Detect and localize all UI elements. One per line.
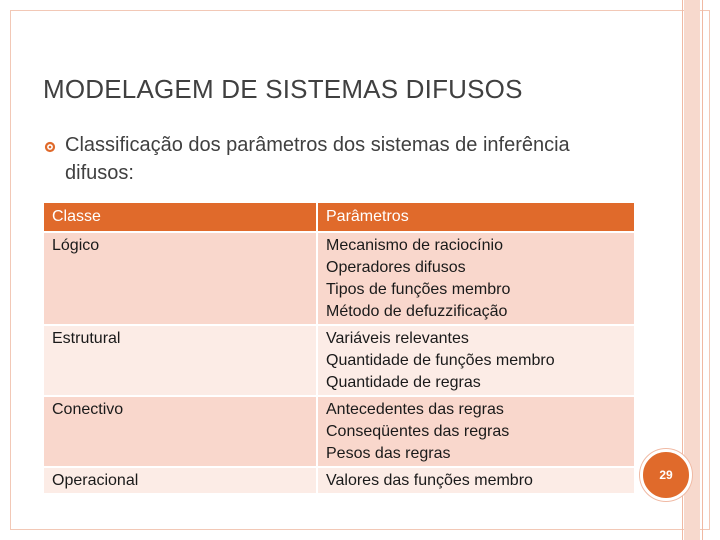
parameters-table	[44, 203, 634, 493]
column-header-classe: Classe	[44, 203, 318, 231]
parameter-item: Tipos de funções membro	[326, 281, 511, 298]
bullet-text: Classificação dos parâmetros dos sistemas de inferência difusos:	[65, 134, 570, 184]
cell-parametros	[318, 231, 634, 324]
table-header-row	[44, 203, 634, 231]
parameter-item: Quantidade de funções membro	[326, 352, 555, 369]
parameter-item: Mecanismo de raciocínio	[326, 237, 503, 254]
cell-classe: Operacional	[44, 466, 318, 493]
decorative-line	[702, 0, 703, 540]
parameter-item: Variáveis relevantes	[326, 330, 469, 347]
parameter-item: Operadores difusos	[326, 259, 466, 276]
table-row	[44, 395, 634, 466]
cell-classe: Conectivo	[44, 395, 318, 466]
cell-classe: Lógico	[44, 231, 318, 324]
parameter-item: Pesos das regras	[326, 445, 451, 462]
parameter-item: Método de defuzzificação	[326, 303, 508, 320]
column-header-parametros: Parâmetros	[318, 203, 634, 231]
page-number-badge: 29	[640, 449, 692, 501]
cell-parametros	[318, 395, 634, 466]
table-row	[44, 324, 634, 395]
cell-parametros	[318, 466, 634, 493]
parameter-item: Valores das funções membro	[326, 472, 533, 489]
hollow-circle-bullet-icon	[44, 141, 56, 153]
parameter-item: Conseqüentes das regras	[326, 423, 510, 440]
parameter-item: Antecedentes das regras	[326, 401, 504, 418]
cell-classe: Estrutural	[44, 324, 318, 395]
cell-parametros	[318, 324, 634, 395]
parameter-item: Quantidade de regras	[326, 374, 481, 391]
table-row	[44, 466, 634, 493]
slide-title: MODELAGEM DE SISTEMAS DIFUSOS	[43, 74, 523, 104]
table-row	[44, 231, 634, 324]
